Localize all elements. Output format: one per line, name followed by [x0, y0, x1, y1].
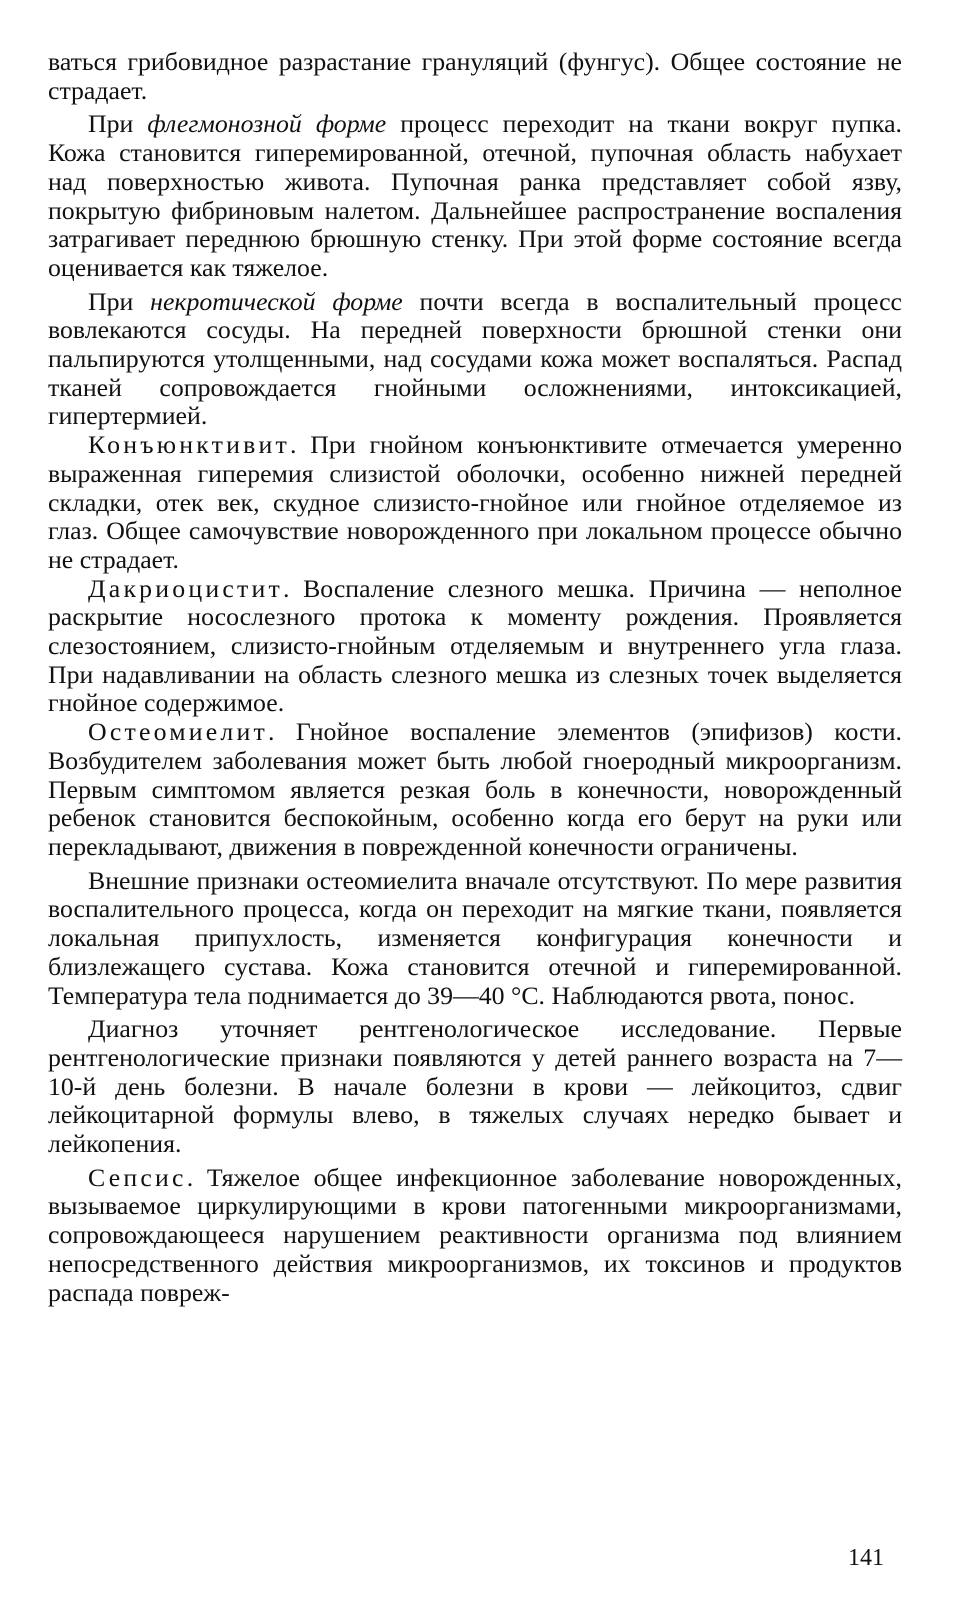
paragraph-osteomyelitis-signs: [48, 867, 902, 1011]
paragraph-text: почти всегда в воспалительный процесс вовлекаются сосуды. На передней поверхности брюшной стенки они пальпируются утолщенными, над сосудами кожа может воспаляться. Распад тканей сопровождается гнойными осложнениями, интоксикацией, гипертермией.: [48, 286, 902, 431]
paragraph-conjunctivitis: [48, 431, 902, 575]
paragraph-sepsis: [48, 1164, 902, 1308]
paragraph-phlegmonous-form: [48, 110, 902, 282]
term-necrotic-form: некротической форме: [150, 286, 403, 316]
page-number: 141: [848, 1545, 884, 1571]
term-osteomyelitis: Остеомиелит: [88, 717, 268, 747]
paragraph-dacryocystitis: [48, 575, 902, 719]
paragraph-text: . Тяжелое общее инфекционное заболевание новорожденных, вызываемое циркулирующими в крови патогенными микроорганизмами, сопровождающееся нарушением реактивности организма под влиянием непосредственного действия микроорганизмов, их токсинов и продуктов распада повреж-: [48, 1162, 902, 1307]
term-sepsis: Сепсис: [88, 1162, 187, 1192]
paragraph-text: ваться грибовидное разрастание грануляций (фунгус). Общее состояние не страдает.: [48, 47, 902, 105]
paragraph-diagnosis: [48, 1015, 902, 1159]
paragraph-text: . Гнойное воспаление элементов (эпифизов) кости. Возбудителем заболевания может быть любой гноеродный микроорганизм. Первым симптомом является резкая боль в конечности, новорожденный ребенок становится беспокойным, особенно когда его берут на руки или перекладывают, движения в поврежденной конечности ограничены.: [48, 717, 902, 861]
term-dacryocystitis: Дакриоцистит: [88, 573, 283, 603]
paragraph-necrotic-form: [48, 288, 902, 432]
paragraph-text: Внешние признаки остеомиелита вначале отсутствуют. По мере развития воспалительного процесса, когда он переходит на мягкие ткани, появляется локальная припухлость, изменяется конфигурация конечности и близлежащего сустава. Кожа становится отечной и гиперемированной. Температура тела поднимается до 39—40 °С. Наблюдаются рвота, понос.: [48, 865, 902, 1010]
paragraph-text: процесс переходит на ткани вокруг пупка. Кожа становится гиперемированной, отечной, пупочная область набухает над поверхностью живота. Пупочная ранка представляет собой язву, покрытую фибриновым налетом. Дальнейшее распространение воспаления затрагивает переднюю брюшную стенку. При этой форме состояние всегда оценивается как тяжелое.: [48, 109, 902, 282]
paragraph-text: Диагноз уточняет рентгенологическое исследование. Первые рентгенологические признаки появляются у детей раннего возраста на 7—10-й день болезни. В начале болезни в крови — лейкоцитоз, сдвиг лейкоцитарной формулы влево, в тяжелых случаях нередко бывает и лейкопения.: [48, 1014, 902, 1159]
paragraph-lead: При: [88, 286, 151, 316]
term-conjunctivitis: Конъюнктивит: [88, 430, 290, 460]
paragraph-lead: При: [88, 109, 148, 139]
paragraph-text: . Воспаление слезного мешка. Причина — неполное раскрытие носослезного протока к моменту рождения. Проявляется слезостоянием, слизисто-гнойным отделяемым и внутреннего угла глаза. При надавливании на область слезного мешка из слезных точек выделяется гнойное содержимое.: [48, 573, 902, 718]
paragraph-fungus-continuation: [48, 48, 902, 105]
page-body: [48, 48, 902, 1307]
term-phlegmonous-form: флегмонозной форме: [147, 109, 387, 139]
paragraph-text: . При гнойном конъюнктивите отмечается умеренно выраженная гиперемия слизистой оболочки, особенно нижней передней складки, отек век, скудное слизисто-гнойное или гнойное отделяемое из глаз. Общее самочувствие новорожденного при локальном процессе обычно не страдает.: [48, 430, 902, 574]
paragraph-osteomyelitis: [48, 718, 902, 862]
